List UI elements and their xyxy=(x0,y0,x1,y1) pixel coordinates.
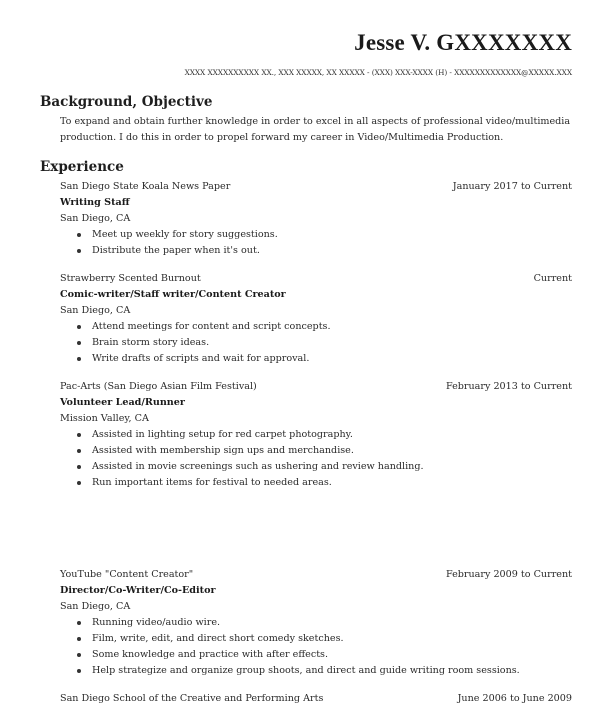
job-location: San Diego, CA xyxy=(60,601,131,612)
bullet-item: Film, write, edit, and direct short comedy sketches. xyxy=(60,631,572,647)
job-company: San Diego School of the Creative and Performing Arts xyxy=(60,693,324,704)
bullet-icon xyxy=(77,449,81,453)
bullet-item: Run important items for festival to needed areas. xyxy=(60,475,572,491)
bullet-icon xyxy=(77,233,81,237)
bullet-item: Some knowledge and practice with after effects. xyxy=(60,647,572,663)
bullet-item: Attend meetings for content and script concepts. xyxy=(60,319,572,335)
job-entry xyxy=(60,179,572,259)
job-location: San Diego, CA xyxy=(60,305,131,316)
job-bullets xyxy=(60,615,572,679)
job-dates: June 2006 to June 2009 xyxy=(457,693,572,704)
section-title-objective: Background, Objective xyxy=(40,94,213,110)
bullet-icon xyxy=(77,653,81,657)
bullet-item: Help strategize and organize group shoots, and direct and guide writing room sessions. xyxy=(60,663,572,679)
bullet-icon xyxy=(77,621,81,625)
bullet-icon xyxy=(77,433,81,437)
job-location: Mission Valley, CA xyxy=(60,413,149,424)
contact-info: XXXX XXXXXXXXXX XX., XXX XXXXX, XX XXXXX - (XXX) XXX-XXXX (H) - XXXXXXXXXXXXX@XXXXX.XXX xyxy=(184,68,572,77)
bullet-item: Write drafts of scripts and wait for approval. xyxy=(60,351,572,367)
bullet-icon xyxy=(77,465,81,469)
bullet-icon xyxy=(77,325,81,329)
job-company: Strawberry Scented Burnout xyxy=(60,273,201,284)
job-bullets xyxy=(60,319,572,367)
bullet-item: Assisted with membership sign ups and merchandise. xyxy=(60,443,572,459)
job-bullets xyxy=(60,427,572,491)
bullet-item: Assisted in movie screenings such as ushering and review handling. xyxy=(60,459,572,475)
bullet-icon xyxy=(77,341,81,345)
job-dates: January 2017 to Current xyxy=(452,181,572,192)
job-entry xyxy=(60,379,572,491)
job-company: YouTube "Content Creator" xyxy=(60,569,194,580)
job-title: Writing Staff xyxy=(60,197,130,208)
candidate-name: Jesse V. GXXXXXXX xyxy=(354,30,572,55)
job-company: Pac-Arts (San Diego Asian Film Festival) xyxy=(60,381,257,392)
bullet-icon xyxy=(77,481,81,485)
section-title-experience: Experience xyxy=(40,159,124,175)
job-location: San Diego, CA xyxy=(60,213,131,224)
bullet-icon xyxy=(77,637,81,641)
job-dates: February 2013 to Current xyxy=(445,381,572,392)
bullet-item: Brain storm story ideas. xyxy=(60,335,572,351)
job-title: Director/Co-Writer/Co-Editor xyxy=(60,585,216,596)
job-entry xyxy=(60,567,572,679)
job-company: San Diego State Koala News Paper xyxy=(60,181,231,192)
job-title: Volunteer Lead/Runner xyxy=(60,397,185,408)
bullet-icon xyxy=(77,669,81,673)
job-dates: February 2009 to Current xyxy=(445,569,572,580)
objective-text: To expand and obtain further knowledge in order to excel in all aspects of professional video/multimedia production. I do this in order to propel forward my career in Video/Multimedia Production. xyxy=(60,116,571,143)
bullet-item: Meet up weekly for story suggestions. xyxy=(60,227,572,243)
bullet-item: Assisted in lighting setup for red carpet photography. xyxy=(60,427,572,443)
bullet-item: Running video/audio wire. xyxy=(60,615,572,631)
bullet-item: Distribute the paper when it's out. xyxy=(60,243,572,259)
job-dates: Current xyxy=(533,273,572,284)
bullet-icon xyxy=(77,357,81,361)
bullet-icon xyxy=(77,249,81,253)
job-bullets xyxy=(60,227,572,259)
job-entry xyxy=(60,691,572,707)
job-title: Comic-writer/Staff writer/Content Creator xyxy=(60,289,286,300)
job-entry xyxy=(60,271,572,367)
